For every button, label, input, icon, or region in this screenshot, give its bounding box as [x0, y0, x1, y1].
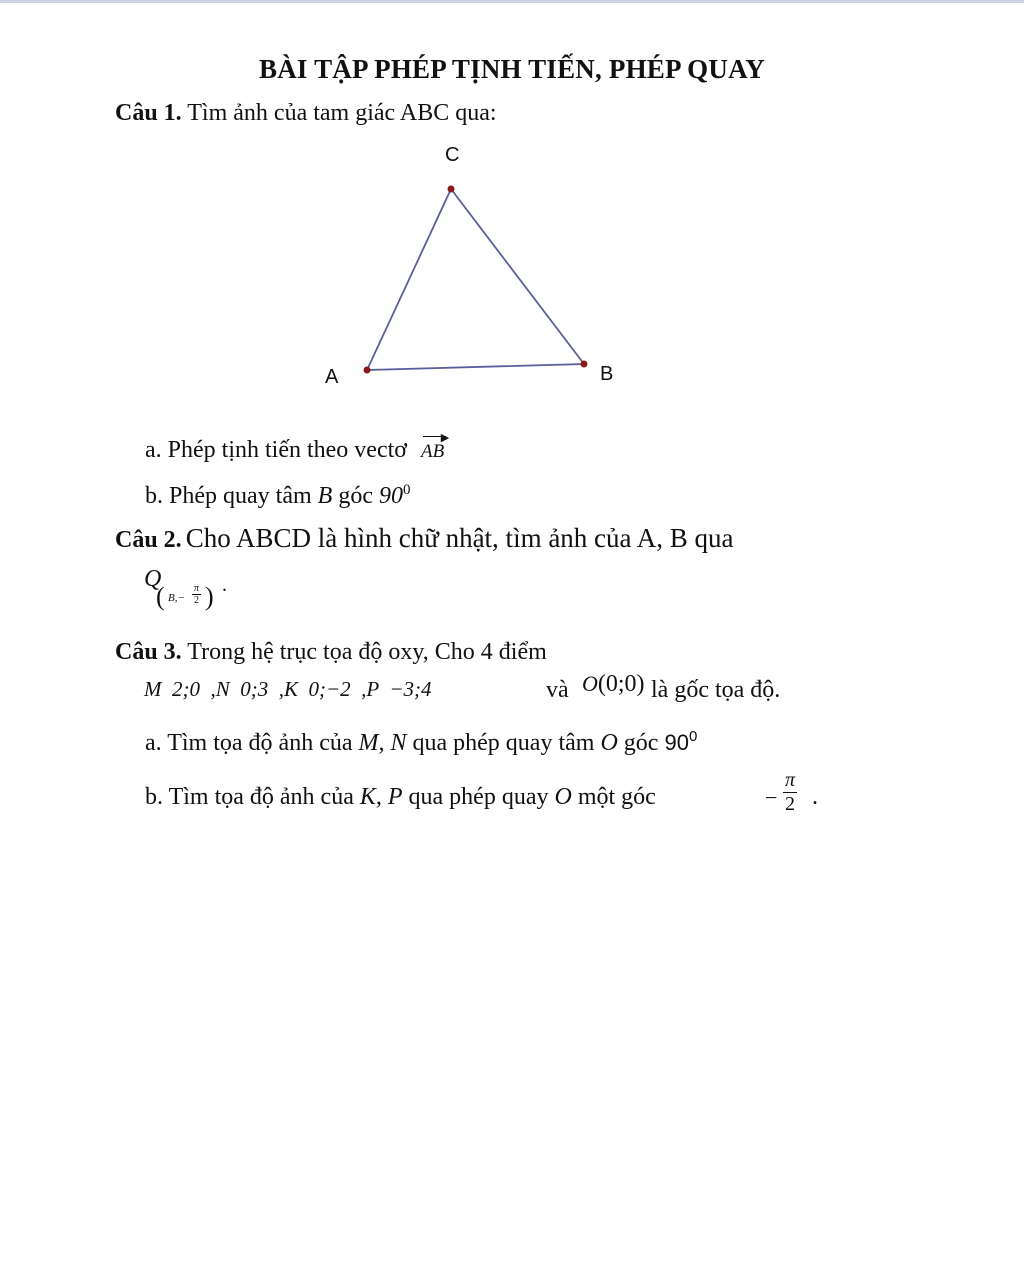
question-3a-post: góc	[623, 730, 659, 756]
question-3b	[145, 784, 656, 811]
rotation-period: .	[222, 574, 227, 596]
point-c	[448, 186, 455, 193]
question-3a-mid: qua phép quay tâm	[412, 730, 595, 756]
question-3-text: Trong hệ trục tọa độ oxy, Cho 4 điểm	[187, 639, 547, 665]
question-3b-post: một góc	[577, 784, 656, 810]
question-3b-pre: b. Tìm tọa độ ảnh của	[145, 784, 354, 810]
rotation-q-letter: Q	[144, 566, 162, 592]
question-2-line	[115, 523, 734, 554]
vector-arrow-icon: ▶	[440, 432, 450, 444]
document-title: BÀI TẬP PHÉP TỊNH TIẾN, PHÉP QUAY	[259, 54, 765, 84]
question-3a-degree: 0	[688, 728, 698, 745]
point-b	[581, 361, 588, 368]
point-a	[364, 367, 371, 374]
rotation-sub-fraction	[192, 583, 201, 606]
origin-coords: (0;0)	[597, 671, 645, 697]
question-1b-center: B	[317, 483, 333, 509]
fraction-pi-over-2	[783, 769, 797, 816]
origin-name: O	[582, 671, 598, 696]
question-1a	[145, 432, 450, 464]
question-1-text: Tìm ảnh của tam giác ABC qua:	[187, 100, 497, 126]
points-list: M 2;0 ,N 0;3 ,K 0;−2 ,P −3;4	[144, 677, 432, 701]
question-3-points	[144, 677, 432, 702]
question-2-text: Cho ABCD là hình chữ nhật, tìm ảnh của A, B qua	[185, 523, 734, 553]
fraction-pi: π	[785, 769, 796, 791]
rotation-sub-two: 2	[194, 595, 199, 606]
question-3b-center: O	[554, 784, 572, 810]
vector-ab-label: AB	[420, 441, 445, 462]
rotation-sub-center: B,−	[168, 592, 185, 604]
question-3a-angle: 90	[664, 730, 689, 755]
question-3b-mid: qua phép quay	[408, 784, 549, 810]
question-3-and: và	[546, 677, 569, 703]
minus-sign: −	[765, 785, 778, 810]
paren-left: (	[156, 582, 165, 611]
question-1b-mid: góc	[338, 483, 373, 509]
question-1a-text: a. Phép tịnh tiến theo vectơ	[145, 437, 407, 463]
question-3a-center: O	[600, 730, 618, 756]
vector-ab	[420, 432, 450, 463]
vertex-c-label: C	[445, 144, 460, 166]
question-3-label: Câu 3.	[115, 639, 182, 665]
question-1b-degree: 0	[402, 482, 411, 498]
vertex-a-label: A	[325, 366, 339, 388]
vertex-b-label: B	[600, 363, 614, 385]
question-3a	[145, 728, 697, 757]
origin-expression	[582, 671, 645, 698]
rotation-subscript	[156, 582, 165, 612]
question-1b-pre: b. Phép quay tâm	[145, 483, 312, 509]
question-2-label: Câu 2.	[115, 527, 182, 553]
fraction-two: 2	[785, 793, 796, 815]
question-3a-pre: a. Tìm tọa độ ảnh của	[145, 730, 353, 756]
question-1b-angle: 90	[378, 483, 403, 509]
question-3-line	[115, 639, 547, 666]
rotation-sub-pi: π	[194, 583, 200, 594]
question-3b-period: .	[812, 784, 818, 810]
question-1b	[145, 482, 410, 510]
question-3b-points: K, P	[359, 784, 403, 810]
triangle-abc	[367, 189, 584, 370]
question-1-label: Câu 1.	[115, 100, 182, 126]
question-3a-points: M, N	[358, 730, 407, 756]
origin-text: là gốc tọa độ.	[651, 677, 781, 703]
paren-right: )	[205, 582, 214, 611]
rotation-sub-text	[168, 592, 185, 604]
paren-right-wrap	[205, 582, 214, 612]
